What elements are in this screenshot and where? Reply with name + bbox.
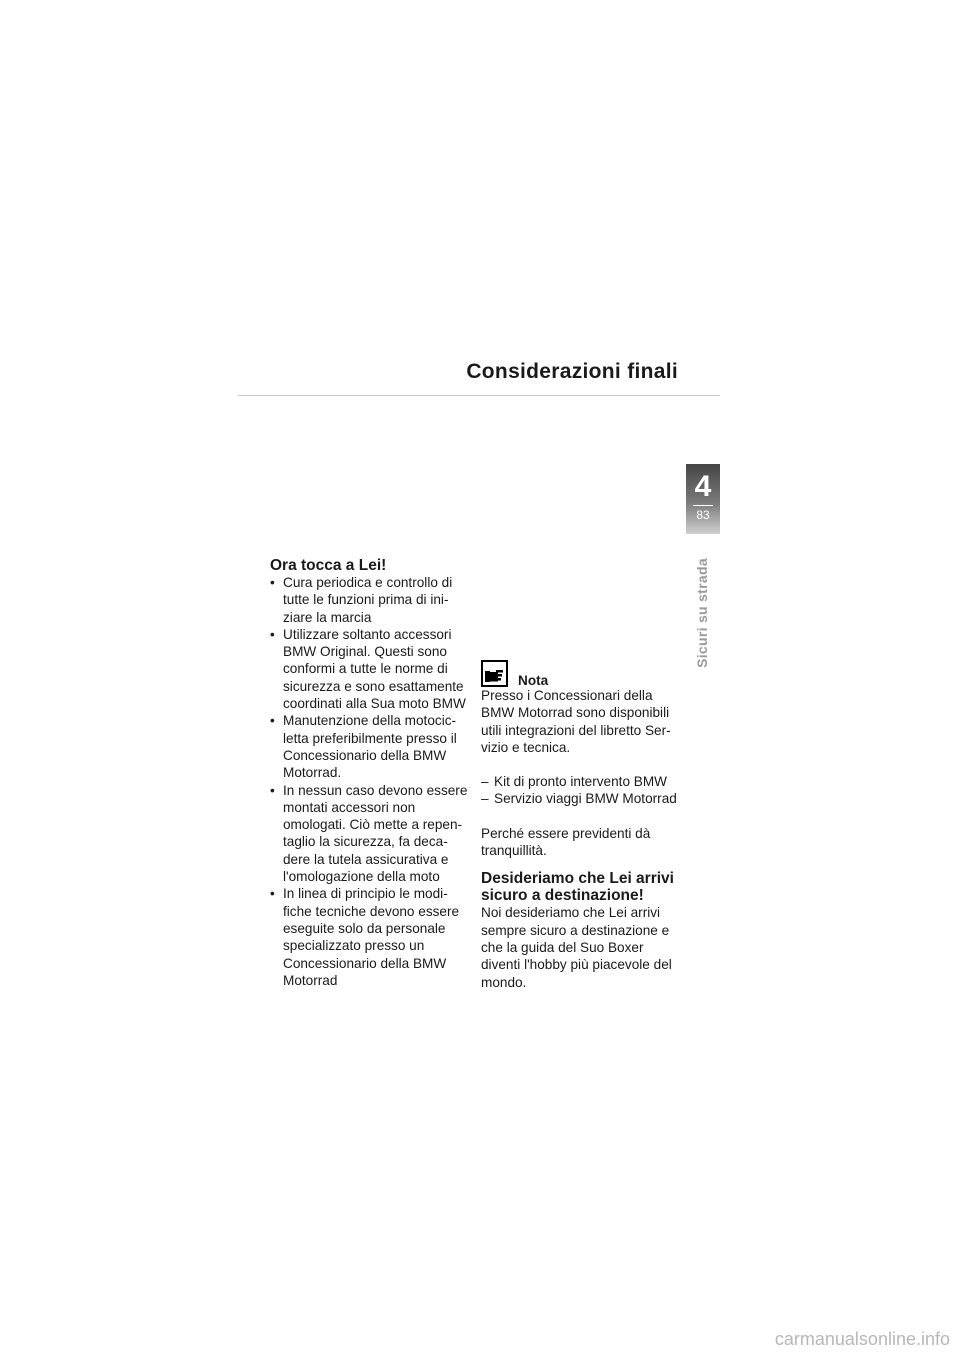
chapter-tab: [686, 464, 720, 534]
section-heading-your-turn: Ora tocca a Lei!: [270, 557, 387, 574]
note-header: [481, 660, 686, 687]
recommendation-list: [270, 574, 470, 989]
section-label-text: Sicuri su strada: [694, 558, 710, 668]
section-side-label: [692, 553, 712, 673]
left-column: [270, 557, 470, 989]
list-item: • Manutenzione della motocic-letta preferibilmente presso il Concessionario della BMW Motorrad.: [270, 712, 470, 781]
watermark: carmanualsonline.info: [774, 1329, 950, 1349]
note-text: Presso i Concessionari della BMW Motorrad sono disponibili utili integrazioni del libretto Ser-vizio e tecnica.: [481, 688, 671, 755]
header-rule: [238, 395, 720, 396]
closing-text: Noi desideriamo che Lei arrivi sempre sicuro a destinazione e che la guida del Suo Boxer diventi l'hobby più piacevole del mondo.: [481, 905, 672, 990]
peace-of-mind-text: Perché essere previdenti dà tranquillità.: [481, 825, 651, 859]
page-title: Considerazioni finali: [466, 360, 678, 383]
page-number: 83: [696, 508, 710, 522]
right-column: [481, 660, 686, 991]
note-hand-icon: [481, 660, 508, 687]
list-item: • Utilizzare soltanto accessori BMW Original. Questi sono conformi a tutte le norme di sicurezza e sono esattamente coordinati alla Sua moto BMW: [270, 626, 470, 712]
section-heading-safe-arrival: Desideriamo che Lei arrivi sicuro a destinazione!: [481, 870, 674, 905]
service-list: [481, 773, 686, 808]
list-item: • In nessun caso devono essere montati accessori non omologati. Ciò mette a repen-taglio la sicurezza, fa deca-dere la tutela assicurativa e l'omologazione della moto: [270, 782, 470, 886]
list-item: – Servizio viaggi BMW Motorrad: [481, 790, 686, 807]
chapter-separator: [693, 505, 713, 506]
list-item: • Cura periodica e controllo di tutte le funzioni prima di ini-ziare la marcia: [270, 574, 470, 626]
list-item: – Kit di pronto intervento BMW: [481, 773, 686, 790]
note-label: Nota: [518, 673, 549, 688]
list-item: • In linea di principio le modi-fiche tecniche devono essere eseguite solo da personale specializzato presso un Concessionario della BMW Motorrad: [270, 885, 470, 989]
chapter-number: 4: [694, 470, 712, 503]
